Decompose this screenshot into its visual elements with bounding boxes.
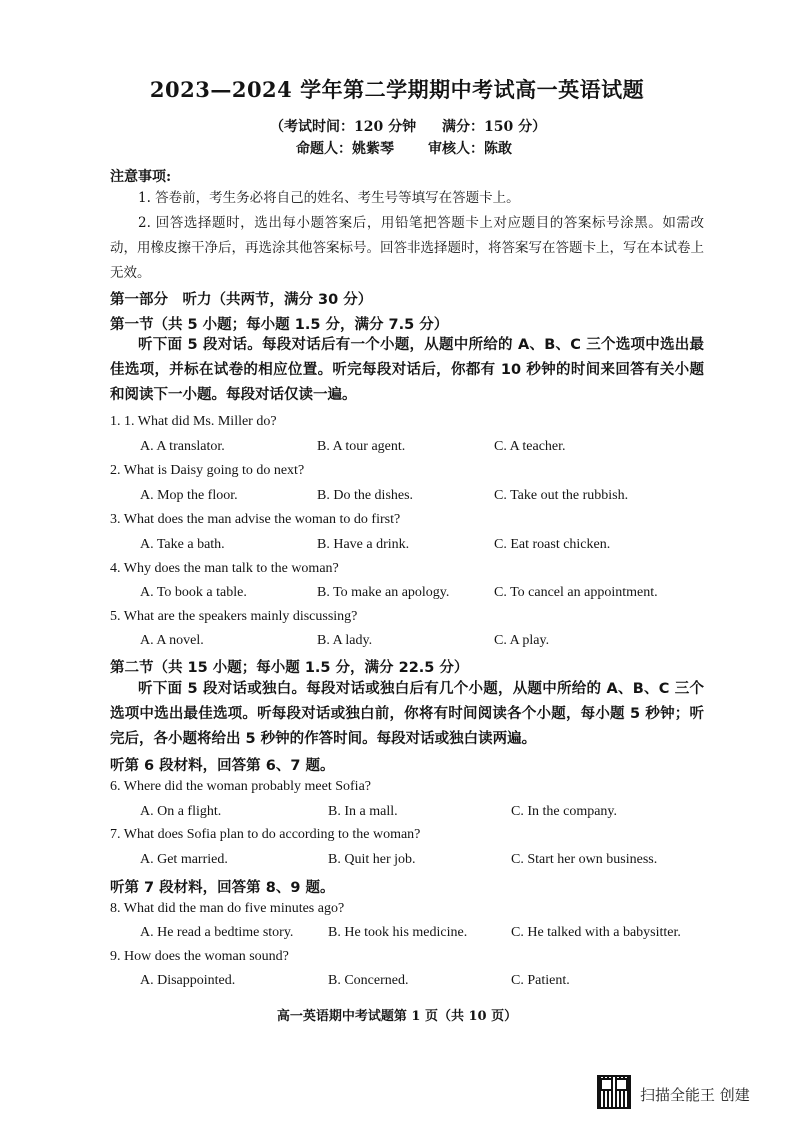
qr-code-icon — [597, 1075, 631, 1109]
option-c: C. Eat roast chicken. — [494, 537, 611, 552]
option-a: A. Take a bath. — [140, 537, 225, 552]
exam-author: 命题人：姚紫琴 — [296, 141, 394, 157]
exam-score: 满分：150 分） — [442, 119, 547, 135]
option-a: A. On a flight. — [140, 804, 222, 819]
notes-item: 1. 答卷前，考生务必将自己的姓名、考生号等填写在答题卡上。 — [138, 190, 520, 206]
option-c: C. He talked with a babysitter. — [511, 925, 681, 940]
option-a: A. He read a bedtime story. — [140, 925, 294, 940]
option-c: C. To cancel an appointment. — [494, 585, 658, 600]
material-7-label: 听第 7 段材料，回答第 8、9 题。 — [110, 880, 335, 896]
option-a: A. To book a table. — [140, 585, 247, 600]
section2-heading: 第二节（共 15 小题；每小题 1.5 分，满分 22.5 分） — [110, 660, 469, 676]
material-6-label: 听第 6 段材料，回答第 6、7 题。 — [110, 758, 335, 774]
question-text: 6. Where did the woman probably meet Sofia? — [110, 779, 371, 794]
part1-heading: 第一部分 听力（共两节，满分 30 分） — [110, 292, 373, 308]
option-b: B. Do the dishes. — [317, 488, 414, 503]
exam-title: 2023—2024 学年第二学期期中考试高一英语试题 — [149, 77, 645, 102]
question-text: 8. What did the man do five minutes ago? — [110, 901, 345, 916]
question-text: 1. 1. What did Ms. Miller do? — [110, 414, 277, 429]
question-text: 2. What is Daisy going to do next? — [110, 463, 305, 478]
option-c: C. A teacher. — [494, 439, 566, 454]
option-b: B. A lady. — [317, 633, 373, 648]
option-a: A. Get married. — [140, 852, 228, 867]
exam-time: （考试时间：120 分钟 — [270, 119, 417, 135]
notes-item: 2. 回答选择题时，选出每小题答案后，用铅笔把答题卡上对应题目的答案标号涂黑。如需改动，用橡皮擦干净后，再选涂其他答案标号。回答非选择题时，将答案写在答题卡上，写在本试卷上无效。 — [110, 215, 704, 281]
exam-reviewer: 审核人：陈敢 — [428, 141, 512, 157]
option-b: B. He took his medicine. — [328, 925, 468, 940]
question-text: 3. What does the man advise the woman to do first? — [110, 512, 401, 527]
option-c: C. In the company. — [511, 804, 618, 819]
option-b: B. Concerned. — [328, 973, 409, 988]
option-b: B. A tour agent. — [317, 439, 406, 454]
section2-instructions: 听下面 5 段对话或独白。每段对话或独白后有几个小题，从题中所给的 A、B、C 三个选项中选出最佳选项。听每段对话或独白前，你将有时间阅读各个小题，每小题 5 秒钟；听完后，各小题将给出 5 秒钟的作答时间。每段对话或独白读两遍。 — [110, 681, 704, 747]
question-text: 5. What are the speakers mainly discussing? — [110, 609, 358, 624]
option-b: B. Quit her job. — [328, 852, 416, 867]
question-text: 7. What does Sofia plan to do according to the woman? — [110, 827, 421, 842]
scanner-watermark: 扫描全能王 创建 — [640, 1086, 750, 1104]
option-b: B. In a mall. — [328, 804, 398, 819]
option-b: B. To make an apology. — [317, 585, 450, 600]
option-a: A. Disappointed. — [140, 973, 236, 988]
option-a: A. A novel. — [140, 633, 204, 648]
question-text: 9. How does the woman sound? — [110, 949, 289, 964]
section1-heading: 第一节（共 5 小题；每小题 1.5 分，满分 7.5 分） — [110, 317, 449, 333]
notes-heading: 注意事项: — [110, 169, 172, 185]
option-b: B. Have a drink. — [317, 537, 410, 552]
option-c: C. Start her own business. — [511, 852, 658, 867]
option-a: A. A translator. — [140, 439, 225, 454]
option-c: C. Take out the rubbish. — [494, 488, 629, 503]
question-text: 4. Why does the man talk to the woman? — [110, 561, 339, 576]
option-c: C. A play. — [494, 633, 550, 648]
notes-list — [110, 186, 704, 286]
section1-instructions: 听下面 5 段对话。每段对话后有一个小题，从题中所给的 A、B、C 三个选项中选出最佳选项，并标在试卷的相应位置。听完每段对话后，你都有 10 秒钟的时间来回答有关小题和阅读下一小题。每段对话仅读一遍。 — [110, 337, 704, 403]
option-a: A. Mop the floor. — [140, 488, 238, 503]
option-c: C. Patient. — [511, 973, 570, 988]
page-footer: 高一英语期中考试题第 1 页（共 10 页） — [276, 1009, 518, 1024]
